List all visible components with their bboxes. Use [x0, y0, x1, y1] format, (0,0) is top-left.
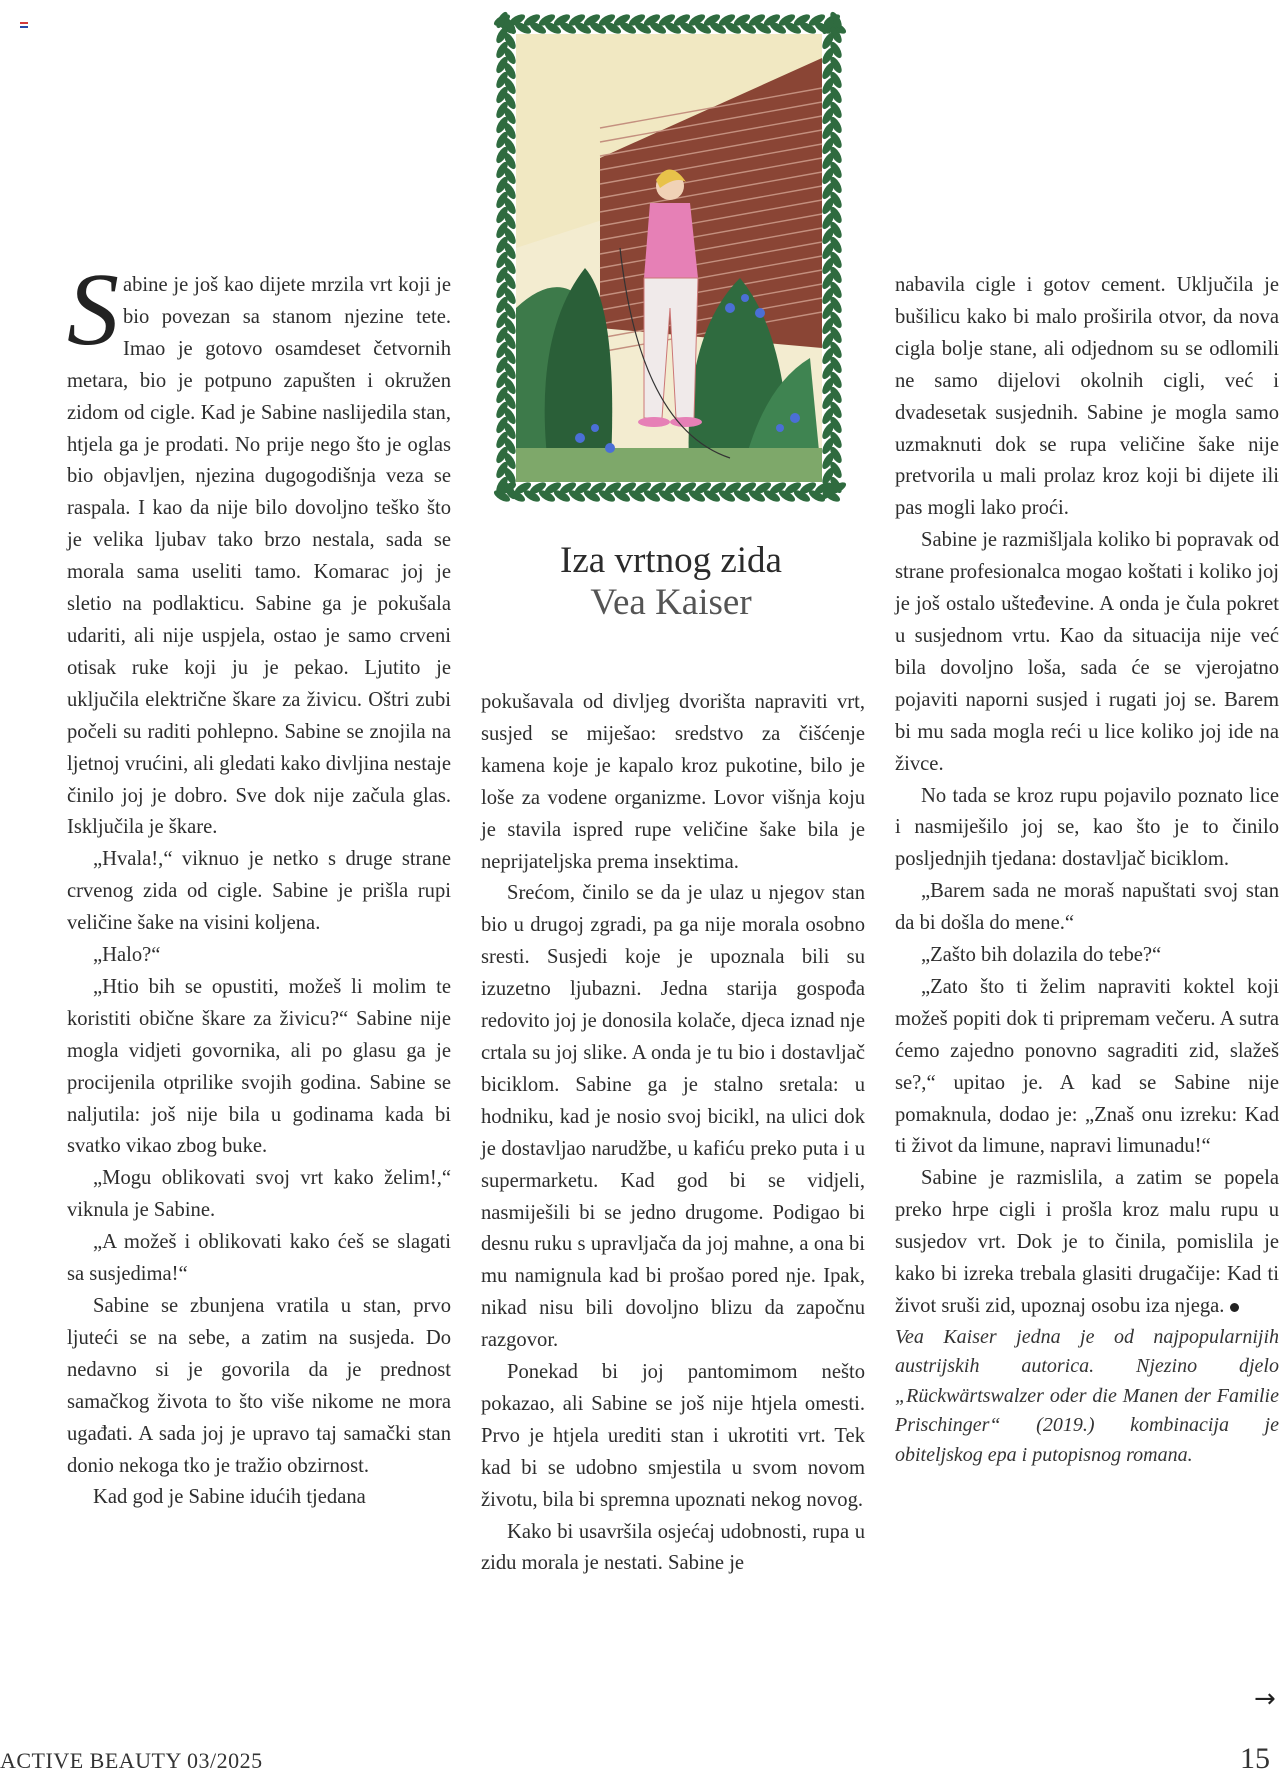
paragraph: Kad god je Sabine idućih tjedana	[93, 1486, 366, 1509]
article-heading	[452, 540, 890, 624]
author-bio: Vea Kaiser jedna je od najpopularnijih austrijskih autorica. Njezino djelo „Rückwärtswalzer oder die Manen der Familie Prischinger“ (2019.) kombinacija je obiteljskog epa i putopisnog romana.	[895, 1325, 1279, 1466]
paragraph: „Mogu oblikovati svoj vrt kako želim!,“ viknula je Sabine.	[67, 1167, 451, 1222]
article-author: Vea Kaiser	[590, 582, 752, 623]
paragraph: nabavila cigle i gotov cement. Uključila je bušilicu kako bi malo proširila otvor, da nova cigla bolje stane, ali odjednom su se odlomili ne samo dijelovi okolnih cigli, već i dvadesetak susjednih. Sabine je mogla samo uzmaknuti dok se rupa veličine šake nije pretvorila u mali prolaz kroz koji bi dijete ili pas mogli lako proći.	[895, 274, 1279, 520]
paragraph: „Hvala!,“ viknuo je netko s druge strane crvenog zida od cigle. Sabine je prišla rupi veličine šake na visini koljena.	[67, 848, 451, 935]
paragraph: „Halo?“	[93, 944, 161, 967]
magazine-issue: ACTIVE BEAUTY 03/2025	[0, 1748, 263, 1773]
text-column-1	[67, 252, 451, 1514]
page-number: 15	[1240, 1742, 1270, 1775]
text-column-2	[481, 687, 865, 1580]
paragraph: „A možeš i oblikovati kako ćeš se slagati sa susjedima!“	[67, 1231, 451, 1286]
paragraph: Srećom, činilo se da je ulaz u njegov stan bio u drugoj zgradi, pa ga nije morala osobno sresti. Susjedi koje je upoznala bili su izuzetno ljubazni. Jedna starija gospođa redovito joj je donosila kolače, djeca iznad nje crtala su joj slike. A onda je tu bio i dostavljač biciklom. Sabine ga je stalno sretala: u hodniku, kad je nosio svoj bicikl, na ulici dok je dostavljao narudžbe, u kafiću preko puta i u supermarketu. Kad god bi se vidjeli, nasmiješili bi se jedno drugome. Podigao bi desnu ruku s upravljača da joj mahne, a ona bi mu namignula kad bi prošao pored nje. Ipak, nikad nisu bili dovoljno blizu da započnu razgovor.	[481, 882, 865, 1352]
paragraph: pokušavala od divljeg dvorišta napraviti vrt, susjed se miješao: sredstvo za čišćenje kamena koje je kapalo kroz pukotine, bilo je loše za vodene organizme. Lovor višnja koju je stavila ispred rupe veličine šake bila je neprijateljska prema insektima.	[481, 691, 865, 873]
paragraph: Ponekad bi joj pantomimom nešto pokazao, ali Sabine se još nije htjela omesti. Prvo je htjela urediti stan i ukrotiti vrt. Tek kad bi se udobno smjestila u svom novom životu, bila bi spremna upoznati nekog novog.	[481, 1361, 865, 1511]
paragraph: „Zašto bih dolazila do tebe?“	[921, 944, 1162, 967]
text-column-3	[895, 270, 1279, 1470]
paragraph: Kako bi usavršila osjećaj udobnosti, rupa u zidu morala je nestati. Sabine je	[481, 1520, 865, 1575]
paragraph: „Htio bih se opustiti, možeš li molim te koristiti obične škare za živicu?“ Sabine nije mogla vidjeti govornika, ali po glasu ga je procijenila otprilike svojih godina. Sabine se naljutila: još nije bila u godinama kada bi svatko vikao zbog buke.	[67, 975, 451, 1158]
continue-arrow-icon: →	[1254, 1684, 1276, 1714]
paragraph: Sabine se zbunjena vratila u stan, prvo ljuteći se na sebe, a zatim na susjeda. Do nedavno si je govorila da je prednost samačkog života to što više nikome ne mora ugađati. A sada joj je upravo taj samački stan donio nekoga tko je tražio obzirnost.	[67, 1295, 451, 1477]
paragraph: No tada se kroz rupu pojavilo poznato lice i nasmiješilo joj se, kao što je to činilo posljednjih tjedana: dostavljač biciklom.	[895, 784, 1279, 871]
flag-icon	[20, 22, 28, 28]
drop-cap: S	[67, 252, 119, 367]
end-mark-icon	[1230, 1303, 1239, 1312]
paragraph: Sabine je još kao dijete mrzila vrt koji je bio povezan sa stanom njezine tete. Imao je gotovo osamdeset četvornih metara, bio je potpuno zapušten i okružen zidom od cigle. Kad je Sabine naslijedila stan, htjela ga je prodati. No prije nego što je oglas bio objavljen, njezina dugogodišnja veza se raspala. I kao da nije bilo dovoljno teško što je velika ljubav tako brzo nestala, sada se morala sama useliti tamo. Komarac joj je sletio na podlakticu. Sabine ga je pokušala udariti, ali nije uspjela, ostao je samo crveni otisak ruke koji ju je pekao. Ljutito je uključila električne škare za živicu. Oštri zubi počeli su raditi pohlepno. Sabine se znojila na ljetnoj vrućini, ali gledati kako divljina nestaje činilo joj je dobro. Sve dok nije začula glas. Isključila je škare.	[67, 252, 451, 839]
paragraph: Sabine je razmislila, a zatim se popela preko hrpe cigli i prošla kroz malu rupu u susjedov vrt. Dok je to činila, pomislila je kako bi izreka trebala glasiti drugačije: Kad ti život sruši zid, upoznaj osobu iza njega.	[895, 1167, 1279, 1317]
paragraph: „Zato što ti želim napraviti koktel koji možeš popiti dok ti pripremam večeru. A sutra ćemo zajedno ponovno sagraditi zid, slažeš se?,“ upitao je. A kad se Sabine nije pomaknula, dodao je: „Znaš onu izreku: Kad ti život da limune, napravi limunadu!“	[895, 975, 1279, 1158]
garden-illustration	[490, 8, 848, 508]
paragraph: Sabine je razmišljala koliko bi popravak od strane profesionalca mogao koštati i koliko joj je još ostalo ušteđevine. A onda je čula pokret u susjednom vrtu. Kao da situacija nije već bila dovoljno loša, sada će se vjerojatno pojaviti naporni susjed i rugati joj se. Barem bi mu sada mogla reći u lice koliko joj ide na živce.	[895, 529, 1280, 775]
paragraph: „Barem sada ne moraš napuštati svoj stan da bi došla do mene.“	[895, 880, 1279, 935]
article-title: Iza vrtnog zida	[560, 540, 782, 581]
